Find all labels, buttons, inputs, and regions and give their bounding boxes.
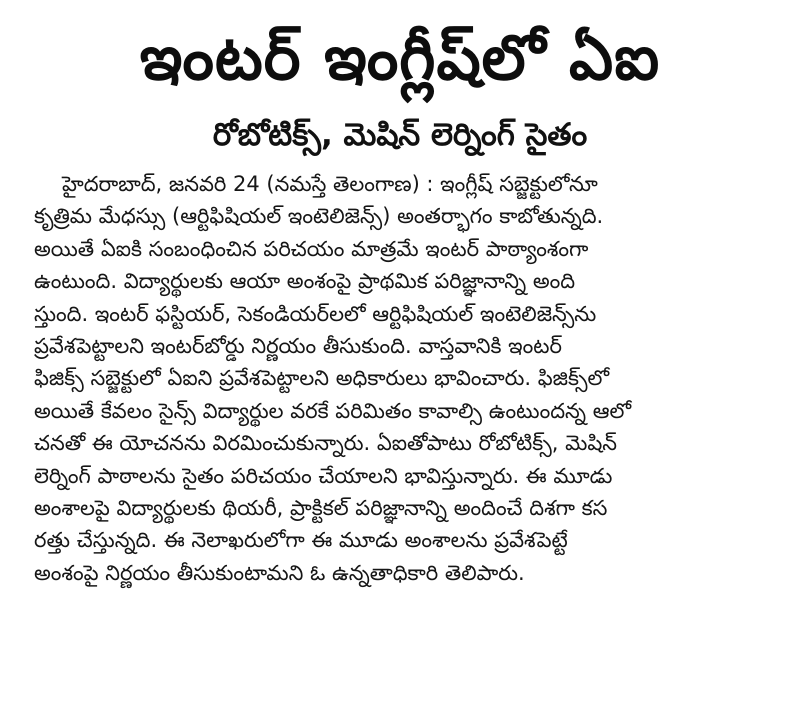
- body-line: రత్తు చేస్తున్నది. ఈ నెలాఖరులోగా ఈ మూడు అంశాలను ప్రవేశపెట్టే: [34, 528, 568, 553]
- article-body: [34, 168, 766, 589]
- body-line: అయితే ఏఐకి సంబంధించిన పరిచయం మాత్రమే ఇంటర్ పాఠ్యాంశంగా: [34, 236, 589, 261]
- body-line: హైదరాబాద్, జనవరి 24 (నమస్తే తెలంగాణ) : ఇంగ్లీష్ సబ్జెక్టులోనూ: [62, 172, 598, 196]
- body-line: ఫిజిక్స్ సబ్జెక్టులో ఏఐని ప్రవేశపెట్టాలని అధికారులు భావించారు. ఫిజిక్స్‌లో: [34, 366, 610, 391]
- body-line: స్తుంది. ఇంటర్ ఫస్టియర్, సెకండియర్‌లలో ఆర్టిఫిషియల్ ఇంటెలిజెన్స్‌ను: [34, 301, 597, 326]
- body-line: ఉంటుంది. విద్యార్థులకు ఆయా అంశంపై ప్రాథమిక పరిజ్ఞానాన్ని అంది: [34, 269, 576, 294]
- body-line: ప్రవేశపెట్టాలని ఇంటర్‌బోర్డు నిర్ణయం తీసుకుంది. వాస్తవానికి ఇంటర్: [34, 334, 562, 359]
- body-line: అంశాలపై విద్యార్థులకు థియరీ, ప్రాక్టికల్ పరిజ్ఞానాన్ని అందించే దిశగా కస: [34, 496, 608, 521]
- body-line: లెర్నింగ్ పాఠాలను సైతం పరిచయం చేయాలని భావిస్తున్నారు. ఈ మూడు: [34, 463, 613, 488]
- subheadline: రోబోటిక్స్, మెషిన్ లెర్నింగ్ సైతం: [212, 117, 588, 153]
- body-line: చనతో ఈ యోచనను విరమించుకున్నారు. ఏఐతోపాటు రోబోటిక్స్, మెషిన్: [34, 431, 618, 456]
- body-line: అయితే కేవలం సైన్స్ విద్యార్థుల వరకే పరిమితం కావాల్సి ఉంటుందన్న ఆలో: [34, 398, 632, 423]
- body-line: కృత్రిమ మేధస్సు (ఆర్టిఫిషియల్ ఇంటెలిజెన్స్) అంతర్భాగం కాబోతున్నది.: [34, 204, 604, 229]
- headline: ఇంటర్ ఇంగ్లీష్‌లో ఏఐ: [139, 21, 661, 94]
- body-line: అంశంపై నిర్ణయం తీసుకుంటామని ఓ ఉన్నతాధికారి తెలిపారు.: [34, 560, 525, 585]
